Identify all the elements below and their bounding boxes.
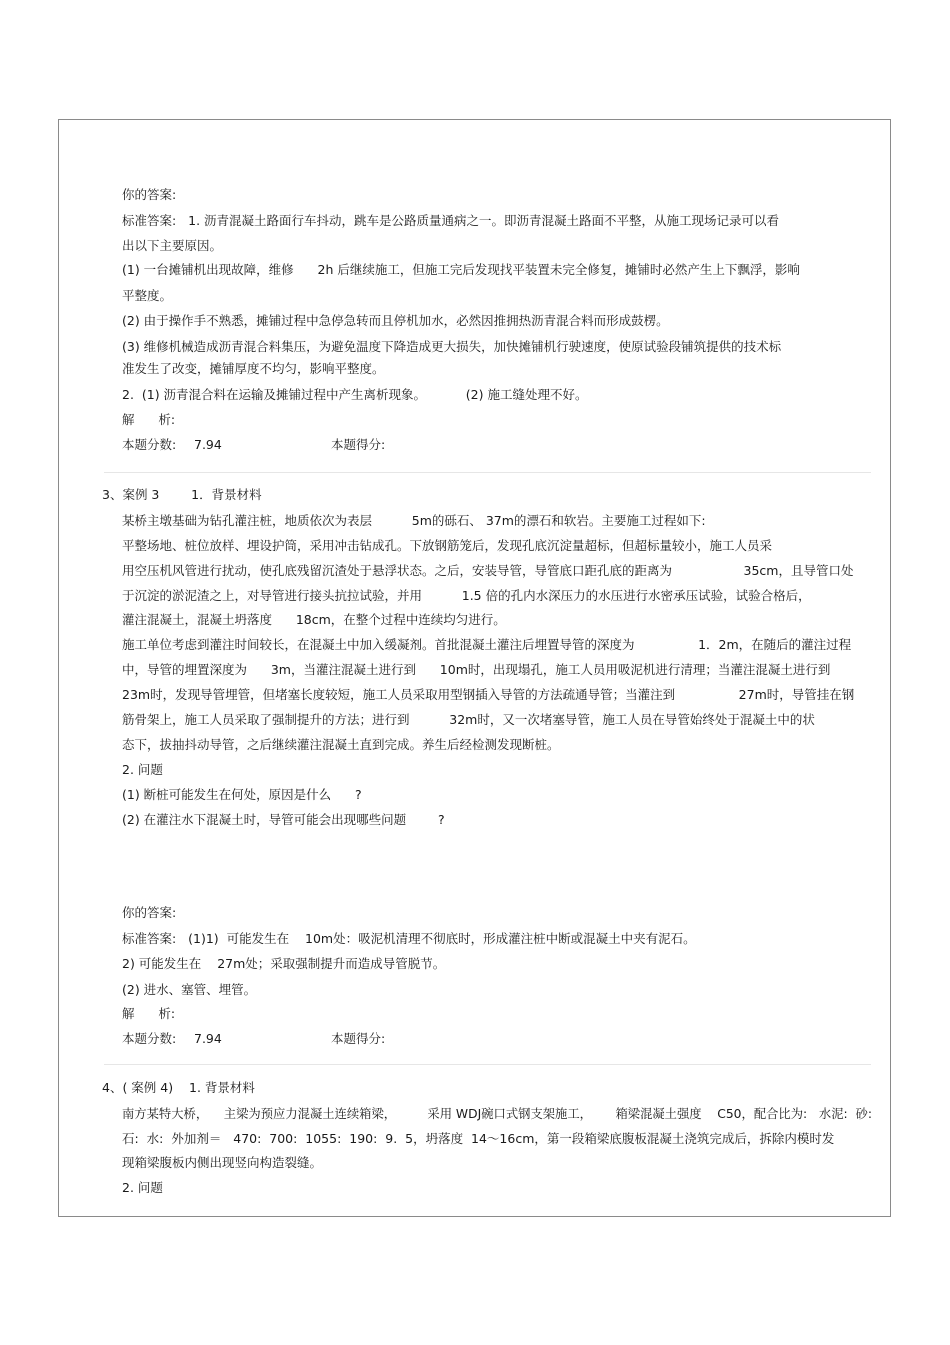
background-line: 灌注混凝土，混凝土坍落度 18cm，在整个过程中连续均匀进行。 bbox=[122, 612, 506, 627]
question-header: 2. 问题 bbox=[122, 762, 163, 777]
score-value: 7.94 bbox=[194, 1031, 222, 1046]
score-value: 7.94 bbox=[194, 437, 222, 452]
background-line: 筋骨架上，施工人员采取了强制提升的方法；进行到 32m时，又一次堵塞导管，施工人员在导管始终处于混凝土中的状 bbox=[122, 712, 815, 727]
score-label: 本题分数: bbox=[122, 1031, 177, 1046]
question-item: (2) 在灌注水下混凝土时，导管可能会出现哪些问题 ? bbox=[122, 812, 445, 827]
your-answer-label: 你的答案: bbox=[122, 905, 177, 920]
standard-answer-line: (2) 由于操作手不熟悉，摊铺过程中急停急转而且停机加水，必然因推拥热沥青混合料而形成鼓楞。 bbox=[122, 313, 669, 328]
standard-answer-line: 出以下主要原因。 bbox=[122, 238, 223, 253]
standard-answer-line: 标准答案: (1)1) 可能发生在 10m处：吸泥机清理不彻底时，形成灌注桩中断或混凝土中夹有泥石。 bbox=[122, 931, 696, 946]
earned-score-label: 本题得分: bbox=[331, 1031, 386, 1046]
section-divider bbox=[104, 472, 871, 473]
background-line: 中，导管的埋置深度为 3m，当灌注混凝土进行到 10m时，出现塌孔，施工人员用吸泥机进行清理；当灌注混凝土进行到 bbox=[122, 662, 831, 677]
background-line: 施工单位考虑到灌注时间较长，在混凝土中加入缓凝剂。首批混凝土灌注后埋置导管的深度为 1．2m，在随后的灌注过程 bbox=[122, 637, 852, 652]
background-line: 23m时，发现导管埋管，但堵塞长度较短，施工人员采取用型钢插入导管的方法疏通导管；当灌注到 27m时，导管挂在钢 bbox=[122, 687, 855, 702]
background-line: 平整场地、桩位放样、埋设护筒，采用冲击钻成孔。下放钢筋笼后，发现孔底沉淀量超标，但超标量较小，施工人员采 bbox=[122, 538, 773, 553]
standard-answer-line: 2) 可能发生在 27m处；采取强制提升而造成导管脱节。 bbox=[122, 956, 446, 971]
background-line: 现箱梁腹板内侧出现竖向构造裂缝。 bbox=[122, 1155, 323, 1170]
case-4-header: 4、( 案例 4) 1. 背景材料 bbox=[102, 1080, 255, 1095]
standard-answer-line: 2. (1) 沥青混合料在运输及摊铺过程中产生离析现象。 (2) 施工缝处理不好。 bbox=[122, 387, 588, 402]
analysis-label: 解 析: bbox=[122, 1006, 176, 1021]
score-label: 本题分数: bbox=[122, 437, 177, 452]
standard-answer-line: 平整度。 bbox=[122, 288, 173, 303]
case-3-header: 3、案例 3 1．背景材料 bbox=[102, 487, 262, 502]
background-line: 态下，拔抽抖动导管，之后继续灌注混凝土直到完成。养生后经检测发现断桩。 bbox=[122, 737, 560, 752]
standard-answer-line: 准发生了改变，摊铺厚度不均匀，影响平整度。 bbox=[122, 361, 385, 376]
standard-answer-line: (2) 进水、塞管、埋管。 bbox=[122, 982, 257, 997]
standard-answer-line: 标准答案: 1. 沥青混凝土路面行车抖动，跳车是公路质量通病之一。即沥青混凝土路面不平整，从施工现场记录可以看 bbox=[122, 213, 780, 228]
background-line: 于沉淀的淤泥渣之上，对导管进行接头抗拉试验，并用 1.5 倍的孔内水深压力的水压进行水密承压试验，试验合格后， bbox=[122, 588, 811, 603]
section-divider bbox=[104, 1064, 871, 1065]
analysis-label: 解 析: bbox=[122, 412, 176, 427]
earned-score-label: 本题得分: bbox=[331, 437, 386, 452]
background-line: 用空压机风管进行扰动，使孔底残留沉渣处于悬浮状态。之后，安装导管，导管底口距孔底的距离为 35cm，且导管口处 bbox=[122, 563, 854, 578]
background-line: 南方某特大桥， 主梁为预应力混凝土连续箱梁， 采用 WDJ碗口式钢支架施工， 箱梁混凝土强度 C50，配合比为: 水泥: 砂: bbox=[122, 1106, 872, 1121]
standard-answer-line: (3) 维修机械造成沥青混合料集压，为避免温度下降造成更大损失，加快摊铺机行驶速度，使原试验段铺筑提供的技术标 bbox=[122, 339, 782, 354]
your-answer-label: 你的答案: bbox=[122, 187, 177, 202]
background-line: 某桥主墩基础为钻孔灌注桩，地质依次为表层 5m的砾石、 37m的漂石和软岩。主要施工过程如下: bbox=[122, 513, 706, 528]
background-line: 石: 水: 外加剂＝ 470: 700: 1055: 190: 9. 5，坍落度 14～16cm，第一段箱梁底腹板混凝土浇筑完成后，拆除内模时发 bbox=[122, 1131, 835, 1146]
question-item: (1) 断桩可能发生在何处，原因是什么 ? bbox=[122, 787, 362, 802]
standard-answer-line: (1) 一台摊铺机出现故障，维修 2h 后继续施工，但施工完后发现找平装置未完全修复，摊铺时必然产生上下飘浮，影响 bbox=[122, 262, 800, 277]
question-header: 2. 问题 bbox=[122, 1180, 163, 1195]
